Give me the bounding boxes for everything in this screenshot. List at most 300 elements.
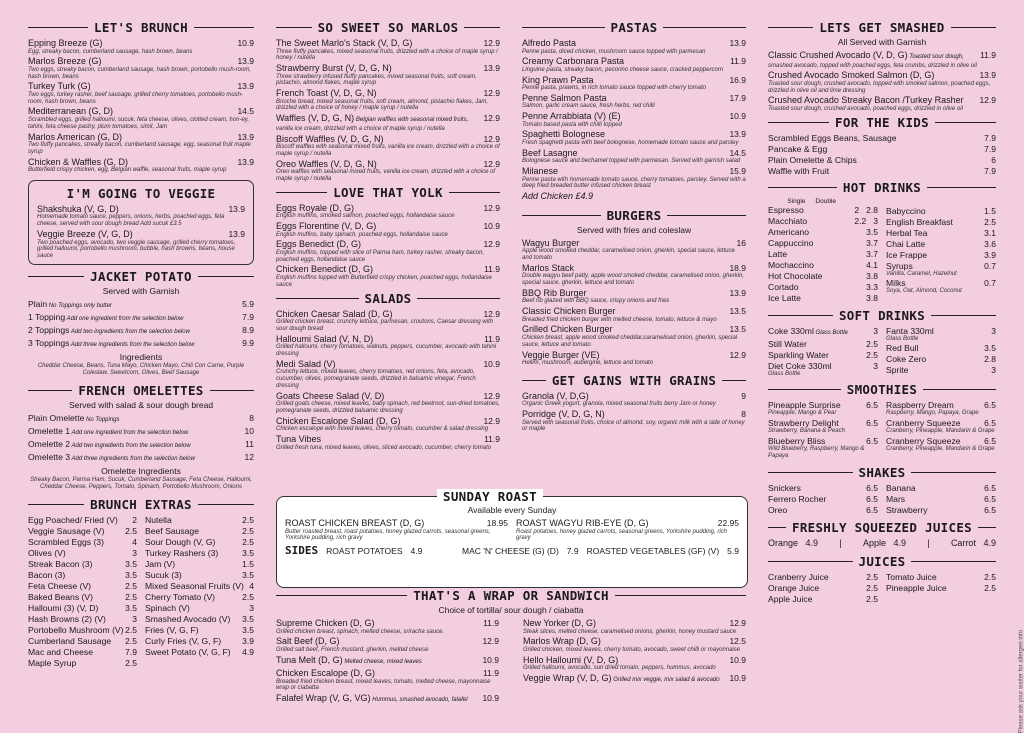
item-note: No Toppings only butter <box>47 302 112 309</box>
item-description: Cranberry, Pineapple, Mandarin & Grape <box>886 446 995 453</box>
soft-right <box>886 326 996 379</box>
fresh-apple: Apple 4.9 <box>862 537 907 548</box>
fresh-list: Orange 4.9 | Apple 4.9 | Carrot 4.9 <box>768 537 996 548</box>
menu-item <box>37 204 245 228</box>
grains-list <box>522 391 746 433</box>
item-price: 13.9 <box>237 131 254 142</box>
item-name: Marlos Breeze (G) <box>28 56 102 67</box>
item-description: Two eggs, turkey rasher, beef sausage, grilled cherry tomatoes, portobello mush-room, hash brown, beans <box>28 91 243 105</box>
item-name: Egg Poached/ Fried (V) <box>28 514 118 525</box>
menu-item <box>28 515 137 525</box>
item-price: 13.9 <box>729 38 746 48</box>
item-description: Grilled chicken breast, spinach, melted cheese, sriracha sauce. <box>276 628 445 635</box>
item-name: The Sweet Marlo's Stack (V, D, G) <box>276 38 413 48</box>
soft-title: SOFT DRINKS <box>838 307 926 323</box>
item-name: Tomato Juice <box>886 571 937 582</box>
item-description: Vanilla, Caramel, Hazelnut <box>886 270 957 277</box>
item-price: 10 <box>244 425 254 436</box>
juices-right <box>886 572 996 605</box>
wrap-left <box>276 618 499 707</box>
item-price: 12.9 <box>483 158 500 169</box>
item-name: Mixed Seasonal Fruits (V) <box>145 580 244 591</box>
pastas-list <box>522 38 746 190</box>
item-price: 7.9 <box>984 143 996 154</box>
menu-item <box>768 483 878 493</box>
item-name: Jam (V) <box>145 558 176 569</box>
item-price: 6.5 <box>984 436 996 447</box>
item-name: Sparkling Water <box>768 349 829 360</box>
menu-item <box>886 217 996 227</box>
item-price: 6 <box>991 154 996 165</box>
item-description: Three strawberry infused fluffy pancakes, mixed seasonal fruits, soft cream, pistachio, almond flakes, maple syrup <box>276 73 477 87</box>
sweet-title: SO SWEET SO MARLOS <box>317 20 459 35</box>
menu-item <box>886 418 996 435</box>
veggie-list <box>37 204 245 260</box>
item-name: Ice Latte <box>768 292 801 303</box>
item-price: 8.9 <box>242 324 254 335</box>
item-name: French Toast (V, D, G, N) <box>276 88 377 99</box>
menu-item <box>28 570 137 580</box>
item-description: Double wagyu beef patty, apple wood smoked cheddar, caramelised onion, gherkin, special sauce, gherkin, lettuce and tomato <box>522 273 745 287</box>
smoothies-grid <box>768 400 996 460</box>
menu-item <box>886 228 996 238</box>
item-price: 16 <box>736 237 746 248</box>
item-name: English Breakfast <box>886 216 953 227</box>
item-description: Chicken escalope with mixed leaves, cherry tomato, cucumber & salad dressing <box>276 426 489 433</box>
menu-item <box>768 216 878 226</box>
menu-item <box>276 693 499 706</box>
item-name: Scrambled Eggs Beans, Sausage <box>768 132 897 143</box>
item-name: Turkey Rashers (3) <box>145 547 219 558</box>
item-price: 2.5 <box>125 525 137 536</box>
item-description: Pineapple, Mango & Pear <box>768 410 837 417</box>
juices-title: JUICES <box>858 553 906 569</box>
menu-item <box>768 282 878 292</box>
item-name: Veggie Burger (VE) <box>522 349 600 360</box>
item-price: 3 <box>991 325 996 336</box>
item-price: 3.7 <box>866 248 878 259</box>
smashed-list <box>768 50 996 113</box>
item-note: Grilled mix veggie, mix salad & avocado <box>611 676 720 683</box>
item-name: New Yorker (D, G) <box>523 618 597 628</box>
item-price: 3 <box>873 360 878 371</box>
item-note: Hummus, smashed avocado, falafel <box>370 697 468 704</box>
item-name: Feta Cheese (V) <box>28 580 92 591</box>
item-description: Linguine pasta, streaky bacon, pecorino cheese sauce, cracked peppercorn <box>522 66 724 73</box>
item-name: Chicken & Waffles (G, D) <box>28 156 129 167</box>
menu-item <box>768 436 878 460</box>
item-description: Beef rib glazed with BBQ sauce, crispy onions and fries <box>522 298 670 305</box>
item-description: Wild Blueberry, Raspberry, Mango & Papaya <box>768 446 865 459</box>
item-price: 2.5 <box>242 514 254 525</box>
item-price: 8 <box>249 412 254 423</box>
menu-item <box>768 271 878 281</box>
item-name: Sour Dough (V, G) <box>145 536 216 547</box>
item-description: Three fluffy pancakes, mixed seasonal fruits, drizzled with a choice of maple syrup / honey / nutella <box>276 48 498 62</box>
item-price: 5.9 <box>242 298 254 309</box>
item-description: Glass Bottle <box>768 370 801 377</box>
item-description: smashed avocado, topped with poached eggs, feta crumbs, drizzled in olive oil <box>768 62 977 69</box>
menu-item <box>145 548 254 558</box>
menu-item <box>276 113 500 132</box>
item-price: 2.5 <box>242 536 254 547</box>
item-name: Herbal Tea <box>886 227 928 238</box>
menu-item <box>886 365 996 375</box>
item-price: 12.9 <box>729 349 746 360</box>
item-price: 11.9 <box>980 50 996 60</box>
item-price: 13.5 <box>729 306 746 317</box>
item-description: English muffins topped with Butterfield crispy chicken, poached eggs, hollandaise sauce <box>276 274 492 288</box>
burgers-subtitle: Served with fries and coleslaw <box>576 224 692 235</box>
item-price: 6.5 <box>866 418 878 429</box>
menu-item <box>768 400 878 417</box>
item-price: 2.5 <box>866 582 878 593</box>
item-price: 13.9 <box>228 229 245 240</box>
item-name: Tuna Vibes <box>276 434 322 445</box>
item-name: Streak Bacon (3) <box>28 558 93 569</box>
menu-item <box>145 625 254 635</box>
item-price: 10.9 <box>729 111 746 122</box>
roast-b-name: ROAST WAGYU RIB-EYE (D, G) <box>516 518 649 528</box>
menu-item <box>28 592 137 602</box>
item-description: Biscoff waffles with seasonal mixed fruits, vanilla ice cream, drizzled with a choice of maple syrup / nutella <box>276 144 500 157</box>
item-name: Sweet Potato (V, G, F) <box>145 646 231 657</box>
item-price: 6.5 <box>984 400 996 411</box>
item-name: Eggs Royale (D, G) <box>276 202 355 213</box>
roast-a-desc: Butter roasted breast, roast potatoes, honey glazed carrots, seasonal greens, Yorkshire pudding, rich gravy <box>285 528 491 542</box>
roast-a-price: 18.95 <box>486 518 508 528</box>
item-price: 12.5 <box>729 636 746 647</box>
wrap-title: THAT'S A WRAP OR SANDWICH <box>413 588 609 603</box>
item-note: Add three ingredients from the selection below <box>70 455 195 462</box>
menu-item <box>768 505 878 515</box>
soft-grid <box>768 326 996 379</box>
item-price: 2.5 <box>984 571 996 582</box>
item-name: Penne Arrabbiata (V) (E) <box>522 111 621 122</box>
menu-item <box>522 238 746 262</box>
item-description: Apple wood smoked cheddar, caramelised onion, gherkin, special sauce, lettuce and tomato <box>522 248 735 261</box>
item-price: 2.8 <box>984 354 996 365</box>
item-price: 13.9 <box>729 287 746 298</box>
item-name: Waffles (V, D, G, N) Belgian waffles with seasonal mixed fruits, <box>276 113 469 124</box>
item-price: 12 <box>244 451 254 462</box>
item-name: Raspberry Dream <box>886 400 954 411</box>
item-name: Shakshuka (V, G, D) <box>37 203 119 214</box>
item-price: 13.9 <box>228 203 245 214</box>
item-price: 3.9 <box>984 249 996 260</box>
item-price: 11 <box>245 438 254 449</box>
jacket-title: JACKET POTATO <box>90 268 192 284</box>
menu-item <box>768 133 996 143</box>
item-name: Omelette 3 Add three ingredients from the selection below <box>28 451 195 462</box>
item-price: 2.5 <box>242 525 254 536</box>
menu-item <box>522 391 746 408</box>
item-name: Ice Frappe <box>886 249 928 260</box>
item-price: 2 <box>132 514 137 525</box>
yolk-list <box>276 203 500 289</box>
menu-item <box>886 494 996 504</box>
item-name: Scrambled Eggs (3) <box>28 536 104 547</box>
item-name: Syrups <box>886 260 913 271</box>
menu-item <box>28 636 137 646</box>
wrap-right <box>523 618 746 707</box>
menu-item <box>145 559 254 569</box>
smoothies-right <box>886 400 996 460</box>
item-name: Oreo Waffles (V, D, G, N) <box>276 158 377 169</box>
item-description: Grilled halloumi, cherry tomatoes, walnuts, peppers, cucumber, avocado with tahini dressing <box>276 344 497 357</box>
menu-item <box>522 288 746 305</box>
item-price: 2.5 <box>125 657 137 668</box>
item-price: 6.5 <box>984 493 996 504</box>
item-price: 7.9 <box>984 165 996 176</box>
item-price: 3.5 <box>242 569 254 580</box>
item-price: 1.5 <box>984 205 996 216</box>
item-name: Waffle with Fruit <box>768 165 830 176</box>
roast-b-desc: Roast potatoes, honey glazed carrots, seasonal greens, Yorkshire pudding, rich gravy <box>516 528 728 542</box>
item-name: Diet Coke 330ml <box>768 360 832 371</box>
menu-item <box>768 205 878 215</box>
item-description: Penne pasta, prawns, in rich tomato sauce topped with cherry tomato <box>522 85 707 92</box>
menu-item <box>768 326 878 338</box>
menu-item <box>768 155 996 165</box>
item-price: 12.9 <box>483 133 500 144</box>
item-price: 12.9 <box>729 618 746 628</box>
item-price: 12.9 <box>979 95 996 106</box>
add-chicken: Add Chicken £4.9 <box>522 191 594 202</box>
menu-item <box>145 636 254 646</box>
item-price: 1.5 <box>242 558 254 569</box>
item-note: Melted cheese, mixed leaves <box>342 658 422 665</box>
item-name: 2 Toppings Add two ingredients from the selection below <box>28 324 190 335</box>
item-price: 4 <box>249 580 254 591</box>
item-name: Beef Lasagne <box>522 147 578 158</box>
item-name: Coke 330ml Glass Bottle <box>768 325 848 336</box>
menu-item <box>276 636 499 653</box>
item-description: Raspberry, Mango, Papaya, Grape <box>886 410 979 417</box>
menu-item <box>886 343 996 353</box>
item-price: 2 2.8 <box>854 204 878 215</box>
extras-grid <box>28 515 254 669</box>
item-name: Cranberry Squeeze <box>886 418 961 429</box>
menu-item <box>28 325 254 337</box>
item-price: 10.9 <box>483 358 500 369</box>
item-description: Penne pasta, diced chicken, mushroom sauce topped with parmesan <box>522 48 706 55</box>
item-price: 4.9 <box>242 646 254 657</box>
menu-item <box>276 416 500 433</box>
shakes-left <box>768 483 878 516</box>
item-price: 2.5 <box>125 580 137 591</box>
item-price: 13.9 <box>237 56 254 67</box>
item-price: 11.9 <box>483 618 499 628</box>
column-3 <box>522 18 746 434</box>
item-description: Breaded fried chicken burger with melted cheese, tomato, lettuce & mayo <box>522 316 717 323</box>
item-name: Sprite <box>886 365 909 376</box>
menu-item <box>886 583 996 593</box>
item-description: Grilled goats cheese, mixed leaves, baby spinach, red beetroot, sun-dried tomatoes, pomegranate seeds, drizzled balsamic dressing <box>276 401 500 414</box>
column-4 <box>768 18 996 605</box>
menu-item <box>768 70 996 94</box>
menu-item <box>768 260 878 270</box>
item-description: Scrambled eggs, grilled halloumi, sucuk, feta cheese, olives, clotted cream, hon-ey, tahini, feta cheese pastry, plum tomatoes, simit, Jam <box>28 116 249 130</box>
item-price: 13.9 <box>483 63 500 74</box>
menu-item <box>145 526 254 536</box>
item-price: 10.9 <box>482 654 499 665</box>
menu-item <box>522 409 746 433</box>
item-note: Add one ingredient from the selection below <box>65 315 184 322</box>
item-name: Plain Omelette No Toppings <box>28 412 120 423</box>
item-name: Veggie Sausage (V) <box>28 525 105 536</box>
menu-item <box>28 157 254 174</box>
menu-item <box>28 81 254 105</box>
extras-left <box>28 515 137 669</box>
item-price: 9 <box>741 390 746 401</box>
menu-item <box>276 134 500 158</box>
menu-item <box>28 625 137 635</box>
item-price: 11.9 <box>730 56 746 67</box>
item-name: Red Bull <box>886 343 919 354</box>
item-name: Apple Juice <box>768 593 813 604</box>
item-price: 6.5 <box>866 400 878 411</box>
menu-item <box>28 106 254 130</box>
item-name: Chicken Caesar Salad (D, G) <box>276 308 393 319</box>
double-header: Double <box>815 197 836 205</box>
salads-list <box>276 309 500 452</box>
menu-item <box>37 229 245 260</box>
item-description: Two fluffy pancakes, streaky bacon, cumberland sausage, egg, seasonal fruit maple syrup <box>28 142 251 155</box>
item-name: Plain Omelette & Chips <box>768 154 857 165</box>
veggie-box <box>28 180 254 265</box>
item-name: Supreme Chicken (D, G) <box>276 618 375 628</box>
shakes-grid <box>768 483 996 516</box>
sweet-list <box>276 38 500 183</box>
item-price: 12.9 <box>483 88 500 99</box>
item-description: Hellim, mushroom, aubergine, lettuce and tomato <box>522 360 654 367</box>
single-header: Single <box>787 197 806 205</box>
menu-item <box>768 293 878 303</box>
item-name: Cranberry Squeeze <box>886 436 961 447</box>
item-name: Mars <box>886 493 906 504</box>
item-name: Orange Juice <box>768 582 820 593</box>
menu-item <box>522 56 746 73</box>
item-price: 3.5 <box>242 547 254 558</box>
item-note: Add two ingredients from the selection below <box>70 442 191 449</box>
item-name: Americano <box>768 226 810 237</box>
item-price: 3 <box>249 602 254 613</box>
item-name: 1 Topping Add one ingredient from the selection below <box>28 311 184 322</box>
item-price: 3 <box>132 613 137 624</box>
roast-subtitle: Available every Sunday <box>467 505 557 515</box>
item-name: Porridge (V, D, G, N) <box>522 409 605 420</box>
menu-item <box>276 88 500 112</box>
item-name: Smashed Avocado (V) <box>145 613 231 624</box>
menu-item <box>768 238 878 248</box>
menu-item <box>28 56 254 80</box>
item-name: Marlos American (G, D) <box>28 131 123 142</box>
menu-item <box>28 647 137 657</box>
item-name: Hash Browns (2) (V) <box>28 613 106 624</box>
item-name: Fanta 330ml <box>886 325 934 336</box>
juices-left <box>768 572 878 605</box>
menu-item <box>886 505 996 515</box>
item-price: 3.5 <box>866 226 878 237</box>
item-description: Chicken breast, apple wood smoked cheddar,caramelised onion, gherkin, special sauce, lettuce and tomato <box>522 334 738 348</box>
allergen-note: Please ask your waiter for allergen info <box>1018 630 1024 733</box>
menu-item <box>28 537 137 547</box>
menu-item <box>28 614 137 624</box>
item-name: Marlos Wrap (D, G) <box>523 636 601 647</box>
menu-item <box>522 111 746 128</box>
menu-item <box>768 144 996 154</box>
item-description: Strawberry, Banana & Peach <box>768 428 845 435</box>
menu-item <box>522 263 746 287</box>
item-description: Fresh spaghetti pasta with beef bolognese, homemade tomato sauce and parsley <box>522 139 739 146</box>
menu-item <box>522 93 746 110</box>
menu-item <box>522 306 746 323</box>
item-name: Halloumi Salad (V, N, D) <box>276 333 374 344</box>
item-price: 7.9 <box>984 132 996 143</box>
item-name: Classic Chicken Burger <box>522 306 616 317</box>
menu-item <box>523 655 746 672</box>
menu-item <box>28 603 137 613</box>
item-price: 3.3 <box>866 281 878 292</box>
item-price: 2.5 <box>866 349 878 360</box>
item-name: Fries (V, G, F) <box>145 624 199 635</box>
item-name: Snickers <box>768 482 801 493</box>
menu-item <box>145 614 254 624</box>
item-name: Babyccino <box>886 205 926 216</box>
item-name: Coke Zero <box>886 354 927 365</box>
menu-item <box>768 249 878 259</box>
item-name: Grilled Chicken Burger <box>522 324 613 335</box>
item-price: 12.9 <box>483 113 500 124</box>
item-price: 3 <box>991 365 996 376</box>
item-price: 2.5 <box>242 591 254 602</box>
smoothies-left <box>768 400 878 460</box>
item-name: Still Water <box>768 338 807 349</box>
sunday-roast-box <box>276 489 748 588</box>
item-price: 3.1 <box>984 227 996 238</box>
item-price: 13.9 <box>237 156 254 167</box>
item-name: Strawberry Delight <box>768 418 839 429</box>
item-name: Veggie Wrap (V, D, G) Grilled mix veggie, mix salad & avocado <box>523 672 720 683</box>
item-name: Banana <box>886 482 916 493</box>
item-price: 12.9 <box>483 239 500 250</box>
jacket-list <box>28 299 254 350</box>
item-note: Toasted sour dough, <box>907 54 964 60</box>
kids-list <box>768 133 996 176</box>
item-name: Pancake & Egg <box>768 143 828 154</box>
item-price: 17.9 <box>729 92 746 103</box>
jacket-ingr-title: Ingredients <box>119 351 163 362</box>
item-price: 15.9 <box>729 166 746 177</box>
item-name: King Prawn Pasta <box>522 74 594 85</box>
item-name: Spinach (V) <box>145 602 190 613</box>
salads-title: SALADS <box>364 290 412 306</box>
item-note: Belgian waffles with seasonal mixed fruits, <box>354 117 469 124</box>
item-name: Eggs Benedict (D, G) <box>276 239 362 250</box>
item-name: Classic Crushed Avocado (V, D, G) Toasted sour dough, <box>768 50 964 60</box>
item-name: Omelette 2 Add two ingredients from the selection below <box>28 438 191 449</box>
item-description: Crunchy lettuce, mixed leaves, cherry tomatoes, red onions, feta, avocado, cucumber, olives, pomegranate seeds, drizzled in balsamic vinegar, French dressing <box>276 369 476 389</box>
item-price: 7.9 <box>242 311 254 322</box>
item-name: Medi Salad (V) <box>276 358 336 369</box>
veggie-title: I'M GOING TO VEGGIE <box>66 185 216 201</box>
item-price: 3.5 <box>125 558 137 569</box>
item-name: Bacon (3) <box>28 569 66 580</box>
menu-item <box>768 50 996 69</box>
item-name: Tuna Melt (D, G) Melted cheese, mixed leaves <box>276 654 422 665</box>
item-price: 3.5 <box>242 613 254 624</box>
